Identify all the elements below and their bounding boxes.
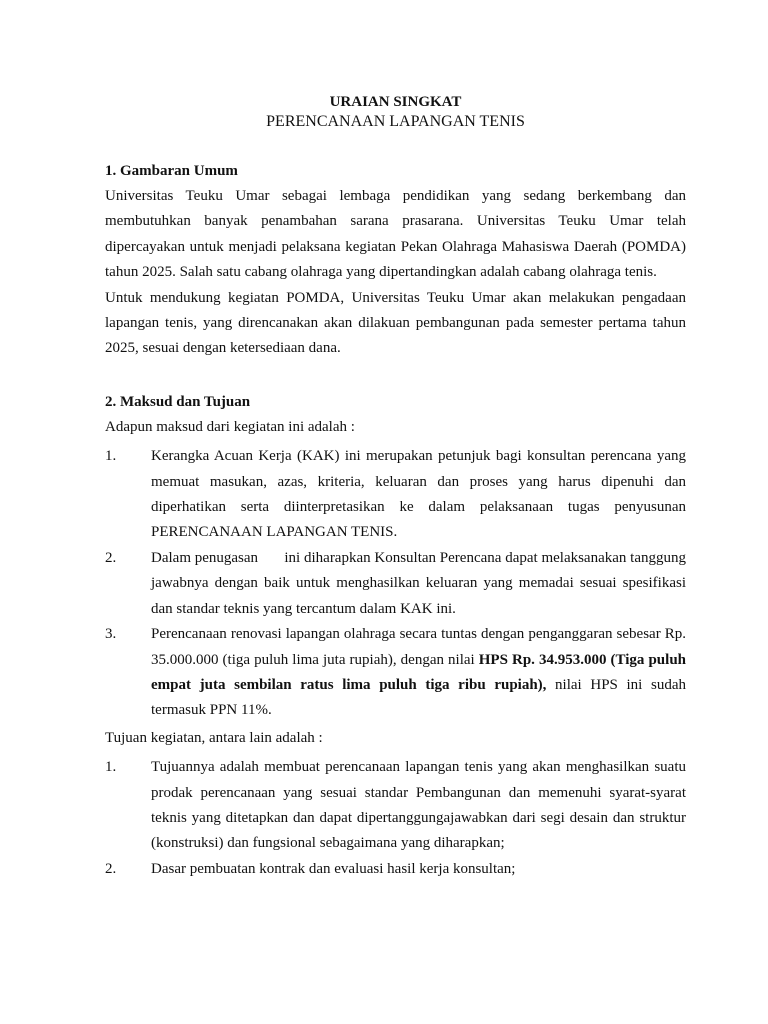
maksud-list — [105, 444, 690, 723]
list-item-text-after: nilai HPS ini sudah termasuk PPN 11%. — [151, 676, 686, 719]
list-item — [105, 546, 690, 622]
list-item-number: 1. — [105, 448, 117, 465]
list-item-text: Tujuannya adalah membuat perencanaan lapangan tenis yang akan menghasilkan suatu prodak perencanaan yang sesuai standar Pembangunan dan memenuhi syarat-syarat teknis yang ditetapkan dan dapat dipertanggungajawabkan dari segi desain dan struktur (konstruksi) dan fungsional sebagaimana yang diharapkan; — [151, 759, 686, 852]
section-1-paragraph-1: Universitas Teuku Umar sebagai lembaga pendidikan yang sedang berkembang dan membutuhkan banyak penambahan sarana prasarana. Universitas Teuku Umar telah dipercayakan untuk menjadi pelaksana kegiatan Pekan Olahraga Mahasiswa Daerah (POMDA) tahun 2025. Salah satu cabang olahraga yang dipertandingkan adalah cabang olahraga tenis. — [105, 188, 686, 281]
title-line-1: URAIAN SINGKAT — [329, 94, 462, 110]
list-item — [105, 444, 686, 546]
list-item — [105, 755, 686, 857]
list-item — [105, 857, 686, 882]
list-item-number: 3. — [105, 626, 117, 643]
hps-amount-bold: HPS Rp. 34.953.000 (Tiga puluh empat juta sembilan ratus lima puluh tiga ribu rupiah), — [151, 651, 686, 693]
list-item — [105, 622, 686, 724]
document-title — [105, 92, 686, 132]
tujuan-intro: Tujuan kegiatan, antara lain adalah : — [105, 729, 323, 746]
list-item-text: Dalam penugasan ini diharapkan Konsultan Perencana dapat melaksanakan tanggung jawabnya dengan baik untuk menghasilkan keluaran yang memadai sesuai spesifikasi dan standar teknis yang tercantum dalam KAK ini. — [151, 549, 690, 617]
section-1-paragraph-2: Untuk mendukung kegiatan POMDA, Universitas Teuku Umar akan melakukan pengadaan lapangan tenis, yang direncanakan akan dilakuan pembangunan pada semester pertama tahun 2025, sesuai dengan ketersediaan dana. — [105, 289, 686, 357]
title-line-2: PERENCANAAN LAPANGAN TENIS — [266, 113, 525, 130]
section-1-heading: 1. Gambaran Umum — [105, 163, 238, 179]
list-item-text: Dasar pembuatan kontrak dan evaluasi hasil kerja konsultan; — [151, 860, 516, 877]
list-item-number: 2. — [105, 860, 117, 877]
maksud-intro: Adapun maksud dari kegiatan ini adalah : — [105, 418, 355, 435]
list-item-number: 2. — [105, 549, 117, 566]
list-item-text: Perencanaan renovasi lapangan olahraga secara tuntas dengan penganggaran sebesar Rp. 35.000.000 (tiga puluh lima juta rupiah), dengan nilai — [151, 626, 686, 668]
tujuan-list — [105, 755, 686, 882]
list-item-number: 1. — [105, 759, 117, 776]
section-2-heading: 2. Maksud dan Tujuan — [105, 393, 251, 410]
list-item-text: Kerangka Acuan Kerja (KAK) ini merupakan petunjuk bagi konsultan perencana yang memuat masukan, azas, kriteria, keluaran dan proses yang harus dipenuhi dan diperhatikan serta diinterpretasikan ke dalam pelaksanaan tugas penyusunan PERENCANAAN LAPANGAN TENIS. — [151, 448, 686, 541]
